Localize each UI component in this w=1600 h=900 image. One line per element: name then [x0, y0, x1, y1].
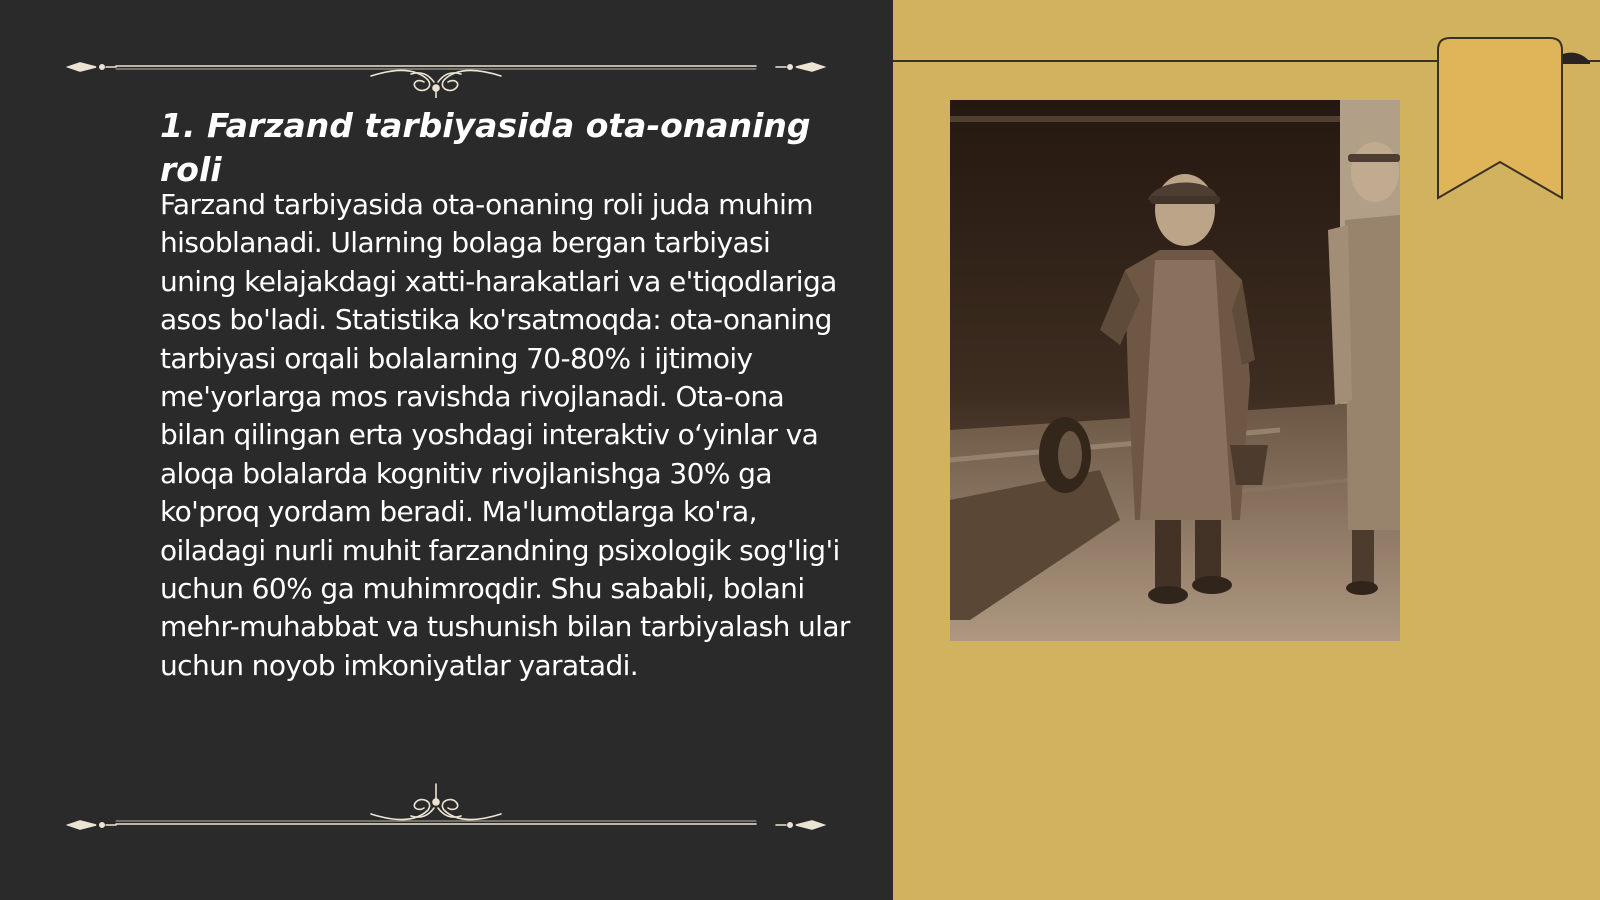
- bookmark-ribbon-icon: [1432, 34, 1592, 204]
- flourish-divider-top-icon: [66, 38, 826, 98]
- slide-title: 1. Farzand tarbiyasida ota-onaning roli: [160, 106, 811, 189]
- historical-photo: [950, 100, 1400, 641]
- slide-body-text: Farzand tarbiyasida ota-onaning roli juda muhim hisoblanadi. Ularning bolaga bergan tarbiyasi uning kelajakdagi xatti-harakatlari va e'tiqodlariga asos bo'ladi. Statistika ko'rsatmoqda: ota-onaning tarbiyasi orqali bolalarning 70-80% i ijtimoiy me'yorlarga mos ravishda rivojlanadi. Ota-ona bilan qilingan erta yoshdagi interaktiv o‘yinlar va aloqa bolalarda kognitiv rivojlanishga 30% ga ko'proq yordam beradi. Ma'lumotlarga ko'ra, oiladagi nurli muhit farzandning psixologik sog'lig'i uchun 60% ga muhimroqdir. Shu sababli, bolani mehr-muhabbat va tushunish bilan tarbiyalash ular uchun noyob imkoniyatlar yaratadi.: [160, 188, 850, 682]
- flourish-divider-bottom-icon: [66, 772, 826, 832]
